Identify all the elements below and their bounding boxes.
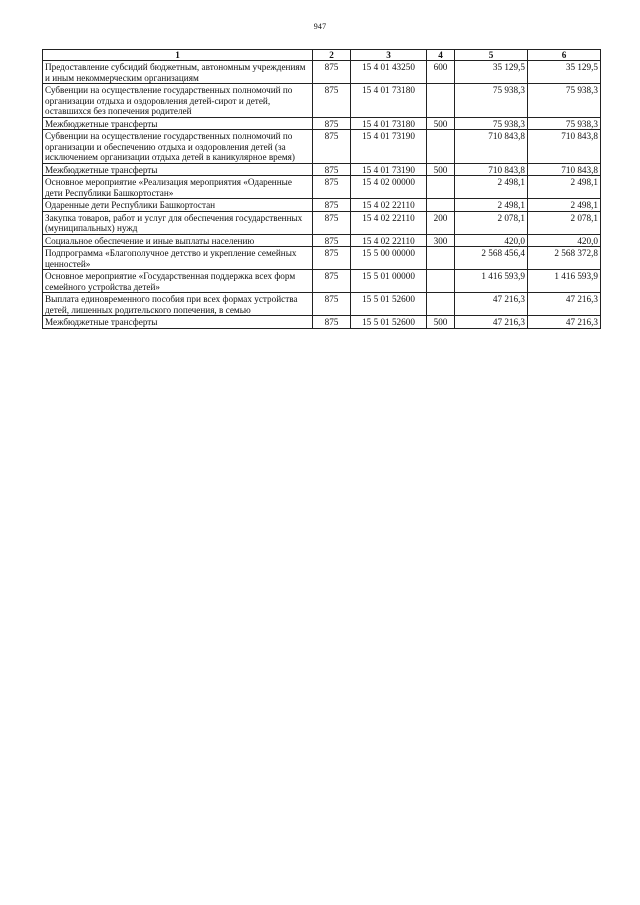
row-admin-code: 875: [313, 234, 351, 247]
table-header-row: [43, 50, 601, 61]
row-admin-code: 875: [313, 211, 351, 234]
row-expense-type: 500: [427, 117, 455, 130]
row-target-code: 15 4 02 22110: [351, 234, 427, 247]
row-admin-code: 875: [313, 293, 351, 316]
row-sum-2: 75 938,3: [528, 117, 601, 130]
row-target-code: 15 4 01 43250: [351, 61, 427, 84]
column-header: 6: [528, 50, 601, 61]
row-sum-2: 1 416 593,9: [528, 270, 601, 293]
row-sum-1: 2 568 456,4: [455, 247, 528, 270]
row-name: Предоставление субсидий бюджетным, автономным учреждениям и иным некоммерческим организациям: [43, 61, 313, 84]
table-row: [43, 293, 601, 316]
row-admin-code: 875: [313, 270, 351, 293]
row-name: Межбюджетные трансферты: [43, 163, 313, 176]
row-admin-code: 875: [313, 247, 351, 270]
row-name: Одаренные дети Республики Башкортостан: [43, 199, 313, 212]
row-sum-1: 710 843,8: [455, 130, 528, 164]
table-row: [43, 234, 601, 247]
row-expense-type: [427, 199, 455, 212]
row-sum-1: 75 938,3: [455, 84, 528, 118]
row-target-code: 15 4 02 22110: [351, 211, 427, 234]
column-header: 4: [427, 50, 455, 61]
row-sum-1: 47 216,3: [455, 316, 528, 329]
row-target-code: 15 4 02 22110: [351, 199, 427, 212]
row-target-code: 15 4 02 00000: [351, 176, 427, 199]
table-row: [43, 117, 601, 130]
row-sum-1: 710 843,8: [455, 163, 528, 176]
table-row: [43, 130, 601, 164]
table-row: [43, 247, 601, 270]
column-header: 5: [455, 50, 528, 61]
row-name: Основное мероприятие «Государственная поддержка всех форм семейного устройства детей»: [43, 270, 313, 293]
row-admin-code: 875: [313, 117, 351, 130]
row-name: Основное мероприятие «Реализация мероприятия «Одаренные дети Республики Башкортостан»: [43, 176, 313, 199]
row-expense-type: 200: [427, 211, 455, 234]
row-expense-type: 600: [427, 61, 455, 84]
row-sum-1: 35 129,5: [455, 61, 528, 84]
row-name: Социальное обеспечение и иные выплаты населению: [43, 234, 313, 247]
row-admin-code: 875: [313, 199, 351, 212]
row-sum-2: 35 129,5: [528, 61, 601, 84]
table-row: [43, 61, 601, 84]
row-target-code: 15 5 01 52600: [351, 316, 427, 329]
row-name: Субвенции на осуществление государственных полномочий по организации и обеспечению отдыха и оздоровления детей (за исключением организации отдыха детей в каникулярное время): [43, 130, 313, 164]
row-expense-type: [427, 84, 455, 118]
row-expense-type: [427, 247, 455, 270]
row-target-code: 15 4 01 73190: [351, 130, 427, 164]
row-sum-2: 47 216,3: [528, 316, 601, 329]
row-expense-type: [427, 293, 455, 316]
row-sum-2: 2 078,1: [528, 211, 601, 234]
row-expense-type: 300: [427, 234, 455, 247]
row-target-code: 15 4 01 73190: [351, 163, 427, 176]
row-admin-code: 875: [313, 130, 351, 164]
row-sum-2: 420,0: [528, 234, 601, 247]
row-sum-2: 2 568 372,8: [528, 247, 601, 270]
row-sum-1: 2 498,1: [455, 176, 528, 199]
column-header: 3: [351, 50, 427, 61]
table-row: [43, 270, 601, 293]
row-sum-1: 1 416 593,9: [455, 270, 528, 293]
row-sum-1: 2 498,1: [455, 199, 528, 212]
row-sum-2: 2 498,1: [528, 199, 601, 212]
table-row: [43, 211, 601, 234]
row-sum-1: 420,0: [455, 234, 528, 247]
row-sum-1: 2 078,1: [455, 211, 528, 234]
table-row: [43, 84, 601, 118]
row-sum-2: 75 938,3: [528, 84, 601, 118]
row-expense-type: [427, 176, 455, 199]
row-sum-1: 47 216,3: [455, 293, 528, 316]
row-expense-type: 500: [427, 163, 455, 176]
column-header: 1: [43, 50, 313, 61]
row-target-code: 15 4 01 73180: [351, 84, 427, 118]
row-name: Межбюджетные трансферты: [43, 316, 313, 329]
row-admin-code: 875: [313, 316, 351, 329]
row-name: Закупка товаров, работ и услуг для обеспечения государственных (муниципальных) нужд: [43, 211, 313, 234]
row-name: Выплата единовременного пособия при всех формах устройства детей, лишенных родительского попечения, в семью: [43, 293, 313, 316]
table-row: [43, 199, 601, 212]
table-row: [43, 176, 601, 199]
row-admin-code: 875: [313, 163, 351, 176]
row-sum-2: 710 843,8: [528, 163, 601, 176]
page-number: 947: [313, 22, 327, 31]
row-sum-2: 47 216,3: [528, 293, 601, 316]
row-admin-code: 875: [313, 84, 351, 118]
row-target-code: 15 5 01 52600: [351, 293, 427, 316]
column-header: 2: [313, 50, 351, 61]
budget-table: [42, 49, 601, 329]
row-sum-2: 710 843,8: [528, 130, 601, 164]
row-target-code: 15 5 01 00000: [351, 270, 427, 293]
row-name: Подпрограмма «Благополучное детство и укрепление семейных ценностей»: [43, 247, 313, 270]
table-row: [43, 163, 601, 176]
row-sum-1: 75 938,3: [455, 117, 528, 130]
row-admin-code: 875: [313, 176, 351, 199]
row-target-code: 15 5 00 00000: [351, 247, 427, 270]
table-row: [43, 316, 601, 329]
row-expense-type: 500: [427, 316, 455, 329]
row-expense-type: [427, 270, 455, 293]
row-target-code: 15 4 01 73180: [351, 117, 427, 130]
row-expense-type: [427, 130, 455, 164]
row-admin-code: 875: [313, 61, 351, 84]
row-sum-2: 2 498,1: [528, 176, 601, 199]
row-name: Межбюджетные трансферты: [43, 117, 313, 130]
row-name: Субвенции на осуществление государственных полномочий по организации отдыха и оздоровления детей-сирот и детей, оставшихся без попечения родителей: [43, 84, 313, 118]
